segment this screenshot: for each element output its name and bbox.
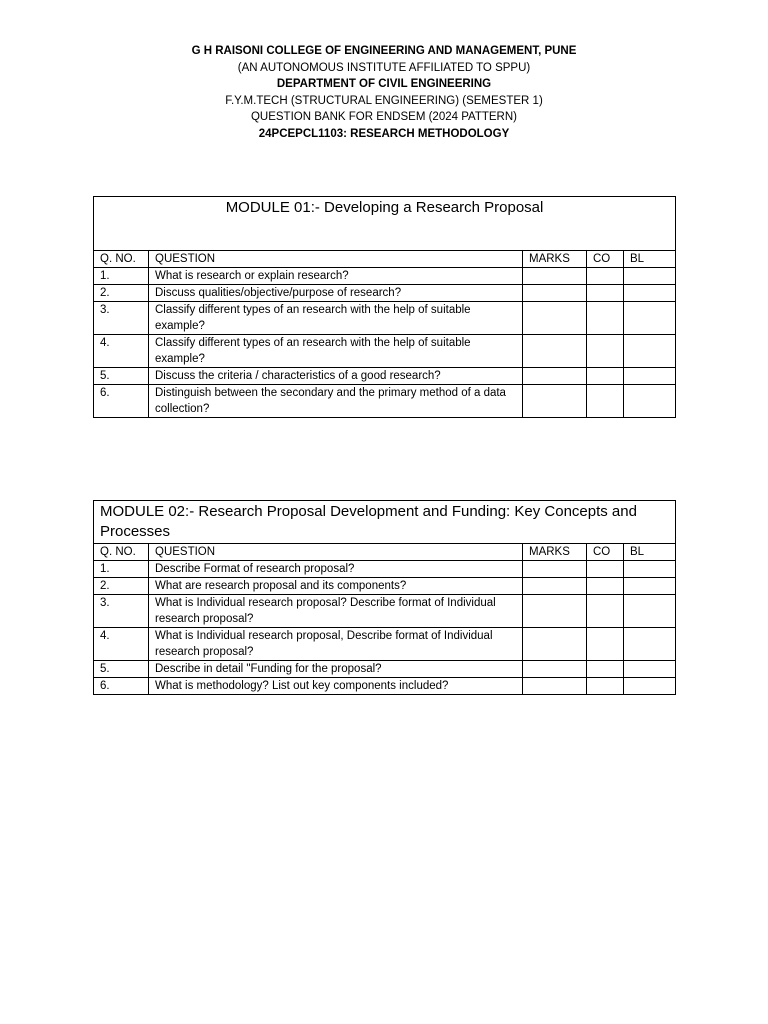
table-row <box>94 368 676 385</box>
table-row <box>94 385 676 418</box>
module-01-table <box>93 196 676 418</box>
col-header-qno: Q. NO. <box>94 251 149 268</box>
question-number: 6. <box>94 678 149 695</box>
module-02-table <box>93 500 676 695</box>
question-text: What is Individual research proposal, Describe format of Individual research proposal? <box>149 628 523 661</box>
question-number: 4. <box>94 335 149 368</box>
question-number: 3. <box>94 595 149 628</box>
marks-cell <box>523 335 587 368</box>
question-text: Classify different types of an research with the help of suitable example? <box>149 302 523 335</box>
marks-cell <box>523 561 587 578</box>
marks-cell <box>523 595 587 628</box>
bl-cell <box>624 368 676 385</box>
bl-cell <box>624 561 676 578</box>
co-cell <box>587 285 624 302</box>
col-header-marks: MARKS <box>523 544 587 561</box>
col-header-bl: BL <box>624 544 676 561</box>
table-row <box>94 595 676 628</box>
co-cell <box>587 561 624 578</box>
col-header-bl: BL <box>624 251 676 268</box>
question-number: 3. <box>94 302 149 335</box>
question-number: 1. <box>94 268 149 285</box>
question-text: What is Individual research proposal? Describe format of Individual research proposal? <box>149 595 523 628</box>
table-row <box>94 678 676 695</box>
co-cell <box>587 385 624 418</box>
table-row <box>94 561 676 578</box>
bl-cell <box>624 578 676 595</box>
question-text: Describe Format of research proposal? <box>149 561 523 578</box>
question-number: 4. <box>94 628 149 661</box>
marks-cell <box>523 578 587 595</box>
question-number: 6. <box>94 385 149 418</box>
question-text: What is methodology? List out key components included? <box>149 678 523 695</box>
co-cell <box>587 595 624 628</box>
college-name: G H RAISONI COLLEGE OF ENGINEERING AND MANAGEMENT, PUNE <box>191 45 577 57</box>
table-row <box>94 302 676 335</box>
co-cell <box>587 268 624 285</box>
co-cell <box>587 628 624 661</box>
co-cell <box>587 661 624 678</box>
question-bank-line: QUESTION BANK FOR ENDSEM (2024 PATTERN) <box>250 111 518 123</box>
col-header-marks: MARKS <box>523 251 587 268</box>
document-header <box>0 43 768 142</box>
co-cell <box>587 335 624 368</box>
question-number: 5. <box>94 661 149 678</box>
co-cell <box>587 368 624 385</box>
question-number: 2. <box>94 578 149 595</box>
module-01-title: MODULE 01:- Developing a Research Proposal <box>94 197 676 251</box>
col-header-question: QUESTION <box>149 251 523 268</box>
column-header-row <box>94 544 676 561</box>
marks-cell <box>523 661 587 678</box>
co-cell <box>587 578 624 595</box>
table-row <box>94 578 676 595</box>
co-cell <box>587 678 624 695</box>
column-header-row <box>94 251 676 268</box>
bl-cell <box>624 302 676 335</box>
bl-cell <box>624 628 676 661</box>
course-code-title: 24PCEPCL1103: RESEARCH METHODOLOGY <box>258 127 510 140</box>
question-text: What is research or explain research? <box>149 268 523 285</box>
module-title-row <box>94 501 676 544</box>
question-text: Distinguish between the secondary and the primary method of a data collection? <box>149 385 523 418</box>
table-row <box>94 335 676 368</box>
question-number: 5. <box>94 368 149 385</box>
bl-cell <box>624 595 676 628</box>
col-header-co: CO <box>587 544 624 561</box>
table-row <box>94 628 676 661</box>
question-text: Discuss qualities/objective/purpose of research? <box>149 285 523 302</box>
bl-cell <box>624 678 676 695</box>
module-02-title: MODULE 02:- Research Proposal Development and Funding: Key Concepts and Processes <box>94 501 676 544</box>
affiliation-line: (AN AUTONOMOUS INSTITUTE AFFILIATED TO SPPU) <box>237 61 531 74</box>
table-row <box>94 285 676 302</box>
marks-cell <box>523 285 587 302</box>
bl-cell <box>624 268 676 285</box>
bl-cell <box>624 335 676 368</box>
question-number: 2. <box>94 285 149 302</box>
co-cell <box>587 302 624 335</box>
question-text: What are research proposal and its components? <box>149 578 523 595</box>
module-title-row <box>94 197 676 251</box>
marks-cell <box>523 268 587 285</box>
col-header-co: CO <box>587 251 624 268</box>
col-header-question: QUESTION <box>149 544 523 561</box>
marks-cell <box>523 385 587 418</box>
marks-cell <box>523 628 587 661</box>
program-line: F.Y.M.TECH (STRUCTURAL ENGINEERING) (SEMESTER 1) <box>225 94 543 107</box>
question-number: 1. <box>94 561 149 578</box>
bl-cell <box>624 285 676 302</box>
table-row <box>94 268 676 285</box>
marks-cell <box>523 678 587 695</box>
marks-cell <box>523 302 587 335</box>
question-text: Describe in detail "Funding for the proposal? <box>149 661 523 678</box>
marks-cell <box>523 368 587 385</box>
bl-cell <box>624 661 676 678</box>
question-text: Discuss the criteria / characteristics of a good research? <box>149 368 523 385</box>
col-header-qno: Q. NO. <box>94 544 149 561</box>
table-row <box>94 661 676 678</box>
department-name: DEPARTMENT OF CIVIL ENGINEERING <box>276 78 492 90</box>
question-text: Classify different types of an research with the help of suitable example? <box>149 335 523 368</box>
bl-cell <box>624 385 676 418</box>
